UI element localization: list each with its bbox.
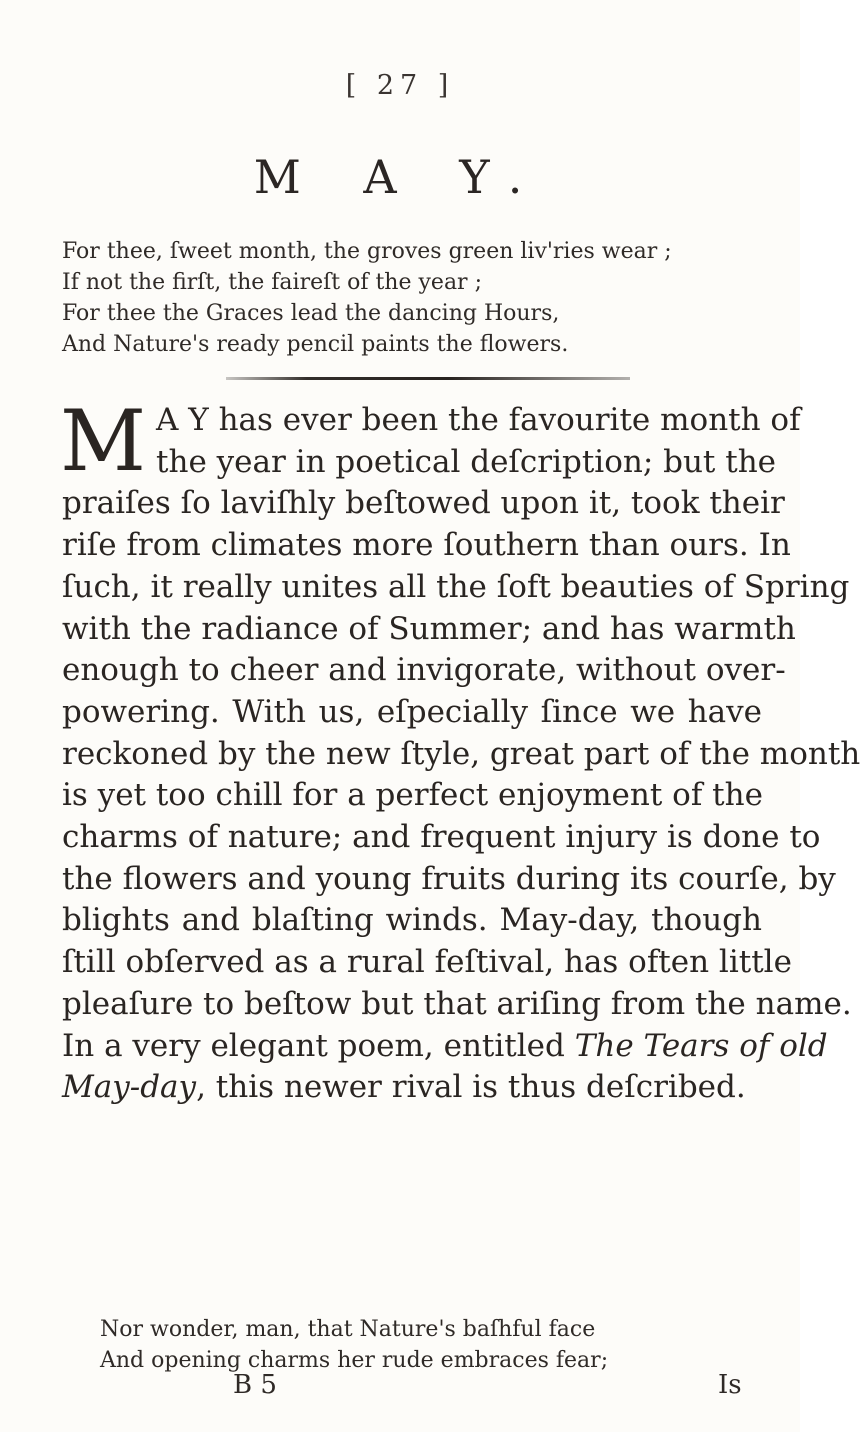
body-line: the flowers and young fruits during its courſe, by (62, 860, 836, 897)
poem-title-italic: The Tears of old (574, 1027, 828, 1064)
body-line-last (62, 1067, 762, 1109)
body-text (60, 392, 860, 1109)
body-line: reckoned by the new ſtyle, great part of the month (62, 735, 860, 772)
signature-mark: B 5 (233, 1370, 277, 1400)
epigraph (62, 236, 762, 360)
body-line: with the radiance of Summer; and has warmth (62, 610, 796, 647)
section-divider (226, 377, 630, 380)
epigraph-line: And Nature's ready pencil paints the flowers. (62, 332, 569, 357)
catchword: Is (718, 1370, 742, 1400)
poem-title-italic-cont: May-day (62, 1069, 197, 1106)
body-line-text: In a very elegant poem, entitled (62, 1027, 565, 1064)
page-number: [ 27 ] (345, 70, 455, 101)
verse-quote (100, 1314, 740, 1376)
body-line-with-title (62, 1026, 828, 1068)
body-line: A Y has ever been the favourite month of (156, 402, 801, 438)
drop-cap: M (60, 392, 147, 490)
epigraph-line: For thee, ſweet month, the groves green liv'ries wear ; (62, 239, 672, 264)
epigraph-line: For thee the Graces lead the dancing Hours, (62, 301, 560, 326)
body-line: is yet too chill for a perfect enjoyment of the (62, 777, 763, 814)
body-line: charms of nature; and frequent injury is done to (62, 819, 821, 856)
body-line-text: , this newer rival is thus deſcribed. (196, 1069, 746, 1106)
epigraph-line: If not the firſt, the faireſt of the year ; (62, 270, 482, 295)
chapter-title: M A Y. (253, 150, 547, 204)
quote-line: Nor wonder, man, that Nature's baſhful face (100, 1317, 596, 1342)
quote-line: And opening charms her rude embraces fear; (100, 1348, 609, 1373)
body-line: ſtill obſerved as a rural feſtival, has often little (62, 944, 792, 981)
body-line: powering. With us, eſpecially ſince we have (62, 693, 762, 730)
body-line: enough to cheer and invigorate, without over- (62, 652, 786, 689)
body-line: pleaſure to beſtow but that ariſing from the name. (62, 985, 852, 1022)
body-line: the year in poetical deſcription; but the (156, 443, 777, 480)
body-line: riſe from climates more ſouthern than ours. In (62, 527, 791, 564)
body-line: praiſes ſo laviſhly beſtowed upon it, took their (62, 485, 785, 522)
body-line: ſuch, it really unites all the ſoft beauties of Spring (62, 568, 850, 605)
body-line: blights and blaſting winds. May-day, though (62, 902, 762, 939)
